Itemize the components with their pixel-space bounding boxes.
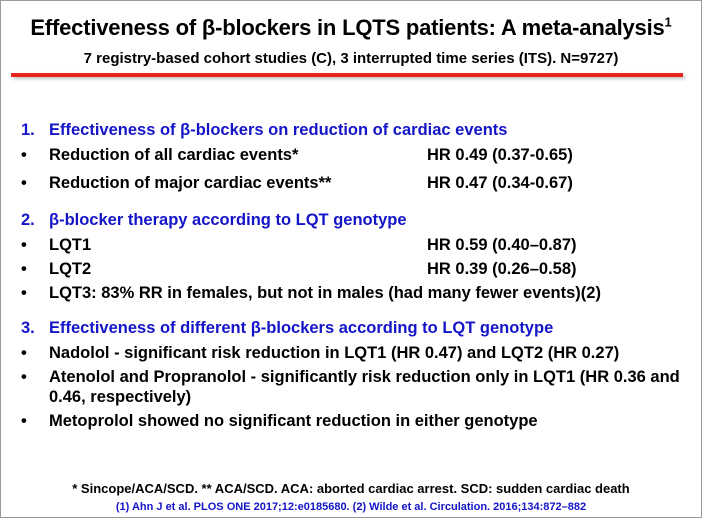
slide-subtitle: 7 registry-based cohort studies (C), 3 interrupted time series (ITS). N=9727)	[83, 50, 619, 67]
item-text: Reduction of all cardiac events*	[49, 146, 299, 164]
hazard-ratio: HR 0.39 (0.26–0.58)	[427, 260, 577, 278]
item-text: LQT1	[49, 236, 92, 254]
section-number: 2.	[21, 211, 35, 229]
slide-title-text: Effectiveness of β-blockers in LQTS patients: A meta-analysis	[30, 15, 665, 40]
list-item	[21, 367, 691, 407]
bullet: •	[21, 344, 27, 362]
item-text: Metoprolol showed no significant reduction in either genotype	[49, 412, 538, 430]
item-text: Reduction of major cardiac events**	[49, 174, 332, 192]
list-item	[21, 145, 691, 165]
bullet: •	[21, 368, 27, 386]
section-number: 1.	[21, 121, 35, 139]
hazard-ratio: HR 0.59 (0.40–0.87)	[427, 236, 577, 254]
section-number: 3.	[21, 319, 35, 337]
list-item	[21, 259, 691, 279]
title-divider	[11, 73, 683, 77]
list-item	[21, 235, 691, 255]
list-item	[21, 411, 691, 431]
references: (1) Ahn J et al. PLOS ONE 2017;12:e0185680. (2) Wilde et al. Circulation. 2016;134:872–882	[115, 501, 587, 513]
hazard-ratio: HR 0.47 (0.34-0.67)	[427, 174, 573, 192]
section-2	[21, 209, 691, 303]
list-item	[21, 173, 691, 193]
slide-content	[21, 119, 691, 431]
item-text: Nadolol - significant risk reduction in LQT1 (HR 0.47) and LQT2 (HR 0.27)	[49, 344, 620, 362]
bullet: •	[21, 284, 27, 302]
section-heading	[21, 119, 691, 141]
section-3	[21, 317, 691, 431]
hazard-ratio: HR 0.49 (0.37-0.65)	[427, 146, 573, 164]
bullet: •	[21, 412, 27, 430]
item-text: LQT2	[49, 260, 92, 278]
title-superscript: 1	[664, 14, 672, 30]
item-text: LQT3: 83% RR in females, but not in males (had many fewer events)(2)	[49, 284, 601, 302]
section-heading	[21, 209, 691, 231]
section-heading-text: Effectiveness of β-blockers on reduction of cardiac events	[49, 121, 508, 139]
slide-title	[1, 15, 701, 41]
section-heading	[21, 317, 691, 339]
bullet: •	[21, 146, 27, 164]
section-1	[21, 119, 691, 193]
footnote: * Sincope/ACA/SCD. ** ACA/SCD. ACA: aborted cardiac arrest. SCD: sudden cardiac death	[72, 481, 630, 496]
section-heading-text: Effectiveness of different β-blockers according to LQT genotype	[49, 319, 554, 337]
section-heading-text: β-blocker therapy according to LQT genotype	[49, 211, 407, 229]
list-item	[21, 343, 691, 363]
bullet: •	[21, 260, 27, 278]
item-text: Atenolol and Propranolol - significantly risk reduction only in LQT1 (HR 0.36 and 0.46, respectively)	[49, 368, 680, 406]
list-item	[21, 283, 691, 303]
bullet: •	[21, 174, 27, 192]
bullet: •	[21, 236, 27, 254]
